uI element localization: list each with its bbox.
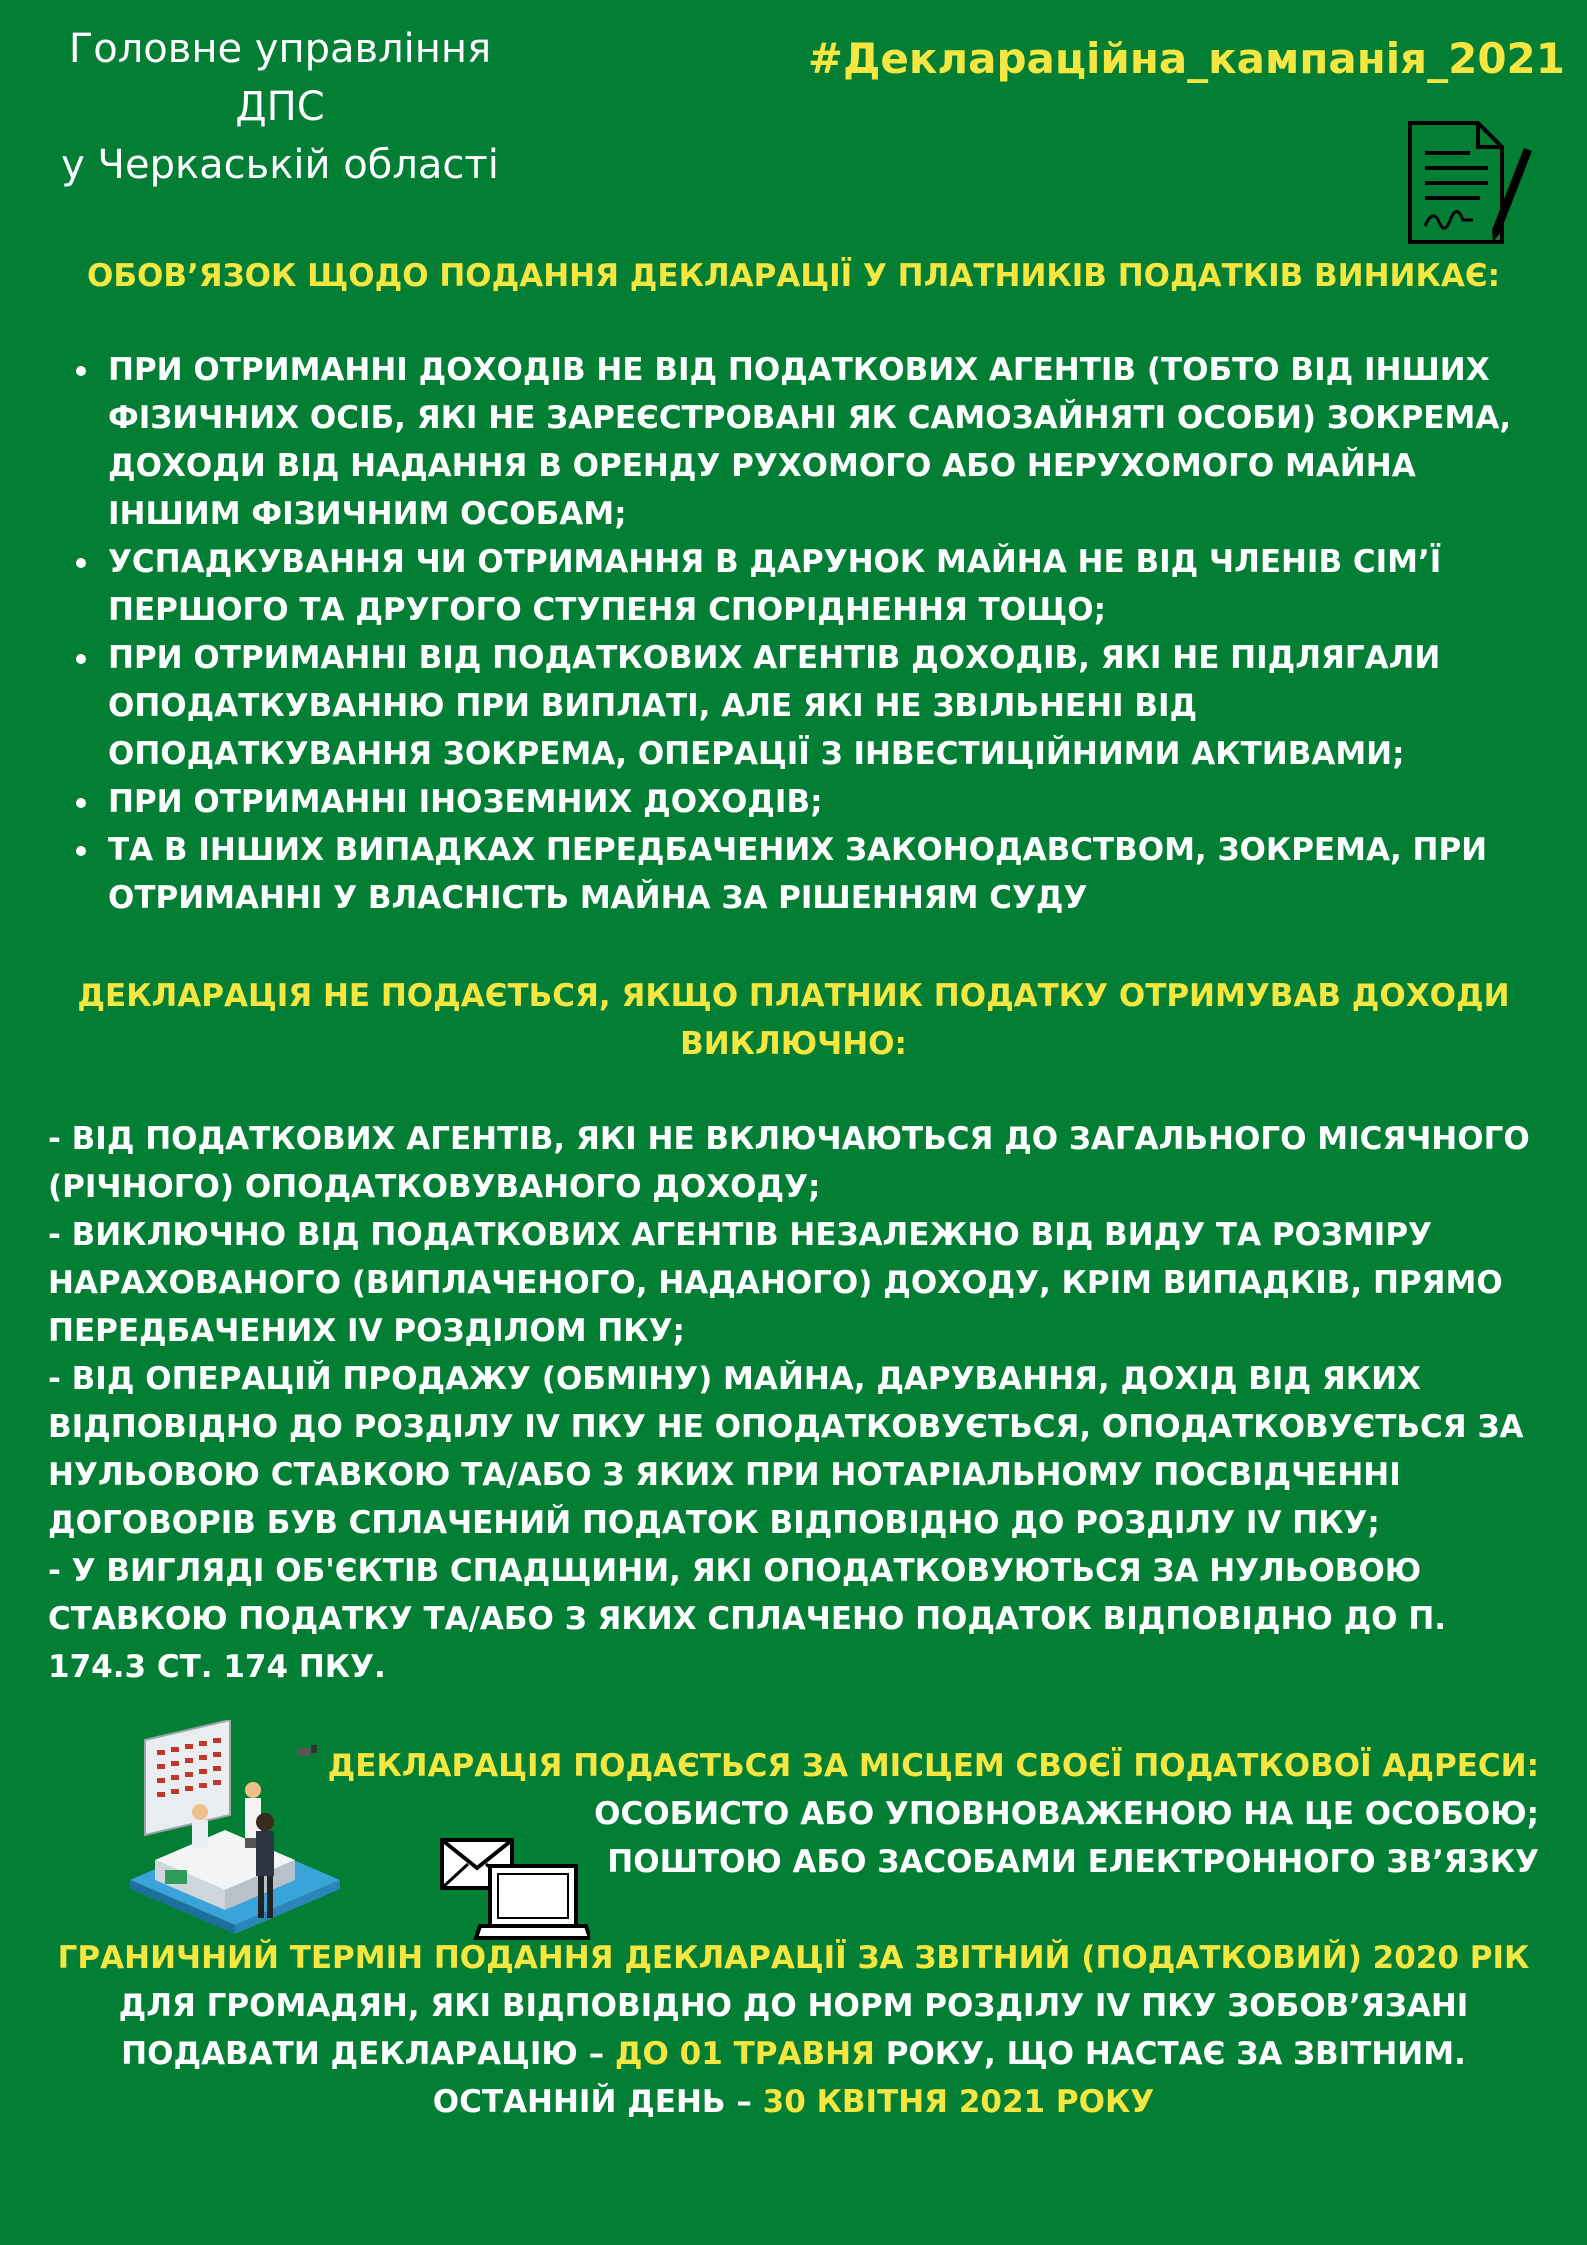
last-day-label: ОСТАННІЙ ДЕНЬ – <box>432 2084 763 2120</box>
exemption-heading-line-2: ВИКЛЮЧНО: <box>680 1026 907 1062</box>
deadline-line-1: ДЛЯ ГРОМАДЯН, ЯКІ ВІДПОВІДНО ДО НОРМ РОЗДІЛУ IV ПКУ ЗОБОВ’ЯЗАНІ <box>118 1988 1469 2024</box>
campaign-hashtag: #Деклараційна_кампанія_2021 <box>807 34 1565 83</box>
list-item: ПРИ ОТРИМАННІ ВІД ПОДАТКОВИХ АГЕНТІВ ДОХОДІВ, ЯКІ НЕ ПІДЛЯГАЛИ ОПОДАТКУВАННЮ ПРИ ВИПЛАТІ, АЛЕ ЯКІ НЕ ЗВІЛЬНЕНІ ВІД ОПОДАТКУВАННЯ ЗОКРЕМА, ОПЕРАЦІЇ З ІНВЕСТИЦІЙНИМИ АКТИВАМИ; <box>60 634 1530 778</box>
deadline-line-3 <box>30 2078 1557 2126</box>
list-item: ТА В ІНШИХ ВИПАДКАХ ПЕРЕДБАЧЕНИХ ЗАКОНОДАВСТВОМ, ЗОКРЕМА, ПРИ ОТРИМАННІ У ВЛАСНІСТЬ МАЙНА ЗА РІШЕННЯМ СУДУ <box>60 826 1530 922</box>
list-item: ПРИ ОТРИМАННІ ІНОЗЕМНИХ ДОХОДІВ; <box>60 778 1530 826</box>
document-signature-icon <box>1400 118 1535 248</box>
deadline-heading: ГРАНИЧНИЙ ТЕРМІН ПОДАННЯ ДЕКЛАРАЦІЇ ЗА ЗВІТНИЙ (ПОДАТКОВИЙ) 2020 РІК <box>57 1940 1530 1976</box>
exemption-heading <box>40 972 1547 1068</box>
last-day-date: 30 КВІТНЯ 2021 РОКУ <box>762 2084 1155 2120</box>
deadline-info <box>30 1934 1557 2126</box>
deadline-text: РОКУ, ЩО НАСТАЄ ЗА ЗВІТНИМ. <box>874 2036 1466 2072</box>
deadline-date: ДО 01 ТРАВНЯ <box>614 2036 875 2072</box>
list-item: ПРИ ОТРИМАННІ ДОХОДІВ НЕ ВІД ПОДАТКОВИХ АГЕНТІВ (ТОБТО ВІД ІНШИХ ФІЗИЧНИХ ОСІБ, ЯКІ НЕ ЗАРЕЄСТРОВАНІ ЯК САМОЗАЙНЯТІ ОСОБИ) ЗОКРЕМА, ДОХОДИ ВІД НАДАННЯ В ОРЕНДУ РУХОМОГО АБО НЕРУХОМОГО МАЙНА ІНШИМ ФІЗИЧНИМ ОСОБАМ; <box>60 346 1530 538</box>
submission-line-2: ПОШТОЮ АБО ЗАСОБАМИ ЕЛЕКТРОННОГО ЗВ’ЯЗКУ <box>607 1844 1539 1880</box>
submission-line-1: ОСОБИСТО АБО УПОВНОВАЖЕНОЮ НА ЦЕ ОСОБОЮ; <box>594 1796 1539 1832</box>
list-item: - У ВИГЛЯДІ ОБ'ЄКТІВ СПАДЩИНИ, ЯКІ ОПОДАТКОВУЮТЬСЯ ЗА НУЛЬОВОЮ СТАВКОЮ ПОДАТКУ ТА/АБО З ЯКИХ СПЛАЧЕНО ПОДАТОК ВІДПОВІДНО ДО П. 174.3 СТ. 174 ПКУ. <box>48 1553 1447 1685</box>
obligation-heading: ОБОВ’ЯЗОК ЩОДО ПОДАННЯ ДЕКЛАРАЦІЇ У ПЛАТНИКІВ ПОДАТКІВ ВИНИКАЄ: <box>87 258 1500 294</box>
submission-heading: ДЕКЛАРАЦІЯ ПОДАЄТЬСЯ ЗА МІСЦЕМ СВОЄЇ ПОДАТКОВОЇ АДРЕСИ: <box>327 1748 1539 1784</box>
tax-office-illustration <box>125 1720 350 1940</box>
list-item: - ВІД ОПЕРАЦІЙ ПРОДАЖУ (ОБМІНУ) МАЙНА, ДАРУВАННЯ, ДОХІД ВІД ЯКИХ ВІДПОВІДНО ДО РОЗДІЛУ IV ПКУ НЕ ОПОДАТКОВУЄТЬСЯ, ОПОДАТКОВУЄТЬСЯ ЗА НУЛЬОВОЮ СТАВКОЮ ТА/АБО З ЯКИХ ПРИ НОТАРІАЛЬНОМУ ПОСВІДЧЕННІ ДОГОВОРІВ БУВ СПЛАЧЕНИЙ ПОДАТОК ВІДПОВІДНО ДО РОЗДІЛУ IV ПКУ; <box>48 1361 1524 1541</box>
organization-name <box>20 20 540 194</box>
org-line-2: у Черкаській області <box>61 142 499 188</box>
list-item: - ВИКЛЮЧНО ВІД ПОДАТКОВИХ АГЕНТІВ НЕЗАЛЕЖНО ВІД ВИДУ ТА РОЗМІРУ НАРАХОВАНОГО (ВИПЛАЧЕНОГО, НАДАНОГО) ДОХОДУ, КРІМ ВИПАДКІВ, ПРЯМО ПЕРЕДБАЧЕНИХ IV РОЗДІЛОМ ПКУ; <box>48 1217 1503 1349</box>
list-item: УСПАДКУВАННЯ ЧИ ОТРИМАННЯ В ДАРУНОК МАЙНА НЕ ВІД ЧЛЕНІВ СІМ’Ї ПЕРШОГО ТА ДРУГОГО СТУПЕНЯ СПОРІДНЕННЯ ТОЩО; <box>60 538 1530 634</box>
exemption-list <box>48 1115 1548 1691</box>
obligation-list <box>60 346 1530 922</box>
deadline-line-2 <box>30 2030 1557 2078</box>
exemption-heading-line-1: ДЕКЛАРАЦІЯ НЕ ПОДАЄТЬСЯ, ЯКЩО ПЛАТНИК ПОДАТКУ ОТРИМУВАВ ДОХОДИ <box>77 978 1510 1014</box>
list-item: - ВІД ПОДАТКОВИХ АГЕНТІВ, ЯКІ НЕ ВКЛЮЧАЮТЬСЯ ДО ЗАГАЛЬНОГО МІСЯЧНОГО (РІЧНОГО) ОПОДАТКОВУВАНОГО ДОХОДУ; <box>48 1121 1530 1205</box>
deadline-text: ПОДАВАТИ ДЕКЛАРАЦІЮ – <box>121 2036 615 2072</box>
org-line-1: Головне управління ДПС <box>68 26 492 130</box>
submission-info <box>328 1742 1539 1886</box>
